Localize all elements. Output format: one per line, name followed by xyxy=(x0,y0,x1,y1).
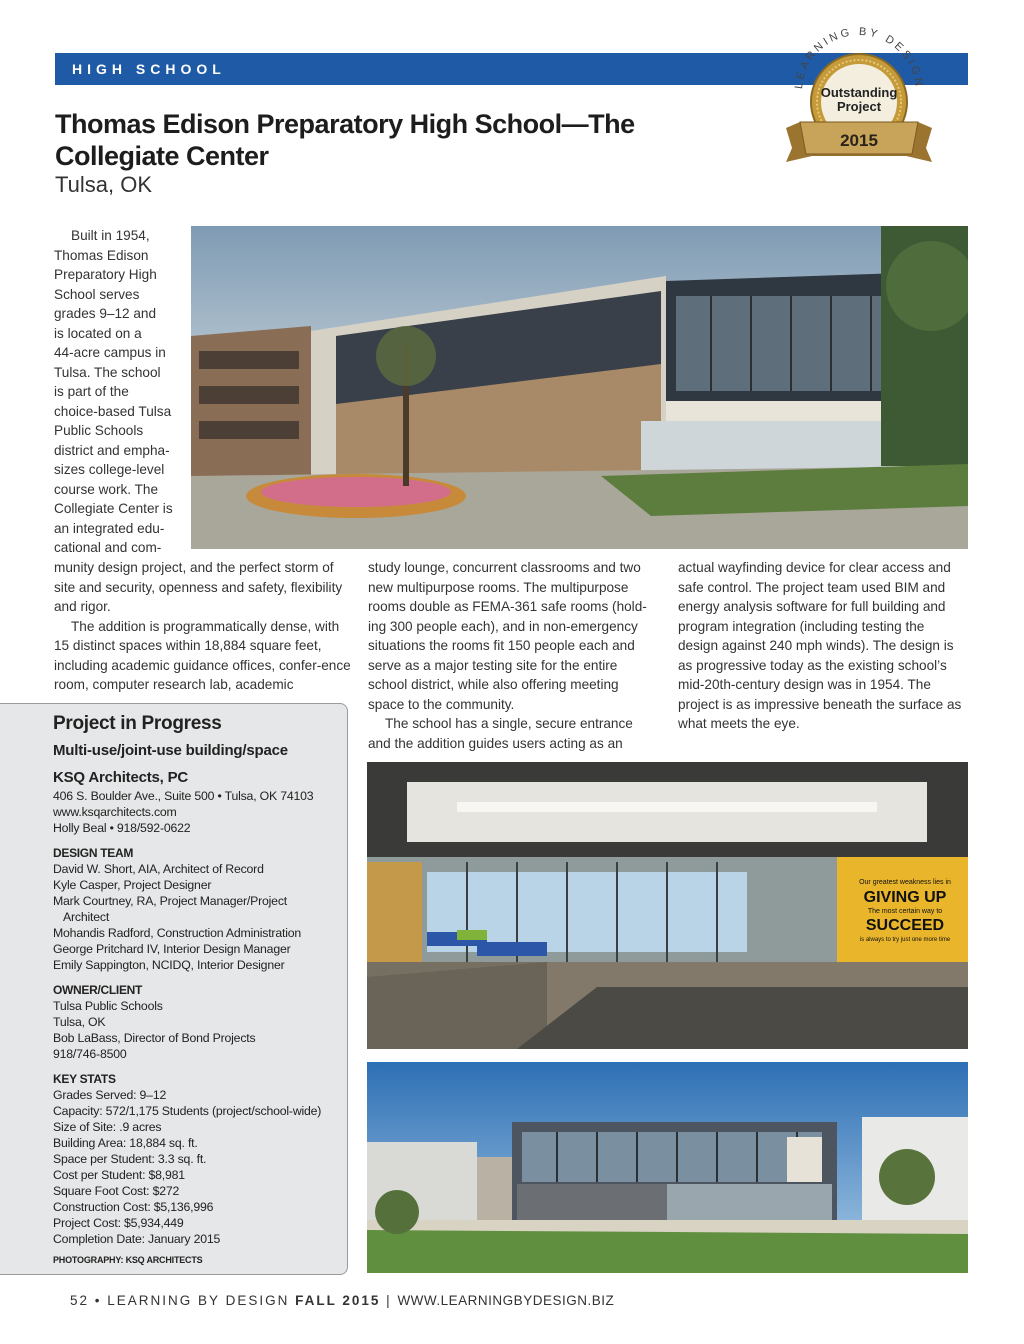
narrow-line: School serves xyxy=(54,286,140,302)
col1-paragraph-1: munity design project, and the perfect storm of site and security, openness and safety, flexibility and rigor. xyxy=(54,560,343,614)
badge-line-1: Outstanding xyxy=(820,85,898,100)
photo-credit: PHOTOGRAPHY: KSQ ARCHITECTS xyxy=(53,1255,203,1265)
narrow-line: an integrated edu- xyxy=(54,520,165,536)
pipe-separator: | xyxy=(386,1293,392,1308)
narrow-line: is located on a xyxy=(54,325,142,341)
section-label: HIGH SCHOOL xyxy=(72,61,226,77)
narrow-line: grades 9–12 and xyxy=(54,306,157,321)
sign-line: SUCCEED xyxy=(865,917,945,934)
narrow-line: Built in 1954, xyxy=(71,228,150,243)
team-member: David W. Short, AIA, Architect of Record xyxy=(53,862,264,876)
key-stats-heading: KEY STATS xyxy=(53,1072,116,1086)
narrow-line: choice-based Tulsa xyxy=(54,403,172,419)
sidebar-subtitle: Multi-use/joint-use building/space xyxy=(53,742,288,759)
col2-paragraph-1: study lounge, concurrent classrooms and two new multipurpose rooms. The multipurpose rooms double as FEMA-361 safe rooms (hold-ing 300 people each), and in non-emergency situations the rooms fit 150 people each and serve as a major testing site for the entire school district, while also offering meeting space to the community. xyxy=(368,560,647,712)
narrow-line: course work. The xyxy=(54,481,159,497)
narrow-line: district and empha- xyxy=(54,442,170,458)
narrow-line: sizes college-level xyxy=(54,462,165,477)
sign-line: Our greatest weakness lies in xyxy=(859,879,951,886)
firm-address: 406 S. Boulder Ave., Suite 500 • Tulsa, OK 74103 xyxy=(53,789,314,803)
key-stats-list xyxy=(53,1087,321,1247)
exterior-street-view-photo xyxy=(367,1062,968,1273)
narrow-line: Preparatory High xyxy=(54,267,157,282)
narrow-line: Thomas Edison xyxy=(54,247,149,263)
firm-contact: Holly Beal • 918/592-0622 xyxy=(53,821,191,835)
design-team-heading: DESIGN TEAM xyxy=(53,846,134,860)
narrow-line: 44-acre campus in xyxy=(54,345,166,360)
team-member: Mark Courtney, RA, Project Manager/Project xyxy=(53,894,287,908)
owner-line: Tulsa, OK xyxy=(53,1015,106,1029)
firm-website[interactable]: www.ksqarchitects.com xyxy=(53,805,177,819)
stat-line: Grades Served: 9–12 xyxy=(53,1088,167,1102)
team-member: George Pritchard IV, Interior Design Manager xyxy=(53,942,291,956)
narrow-line: cational and com- xyxy=(54,540,162,555)
footer-url[interactable]: WWW.LEARNINGBYDESIGN.BIZ xyxy=(397,1293,615,1308)
sidebar-title: Project in Progress xyxy=(53,713,222,734)
sign-line: The most certain way to xyxy=(867,908,943,915)
team-member: Architect xyxy=(63,910,110,924)
stat-line: Construction Cost: $5,136,996 xyxy=(53,1200,214,1214)
sidebar-firm-name: KSQ Architects, PC xyxy=(53,769,189,786)
interior-rendering-photo xyxy=(367,762,968,1049)
stat-line: Project Cost: $5,934,449 xyxy=(53,1216,184,1230)
article-location: Tulsa, OK xyxy=(55,172,152,197)
owner-line: 918/746-8500 xyxy=(53,1047,127,1061)
narrow-line: Collegiate Center is xyxy=(54,501,173,516)
article-title: Thomas Edison Preparatory High School—The Collegiate Center xyxy=(55,109,635,171)
column-3-text xyxy=(678,558,968,734)
issue-label: FALL 2015 xyxy=(295,1293,381,1308)
firm-details xyxy=(53,788,313,836)
award-badge xyxy=(786,22,932,172)
column-2-text xyxy=(368,558,658,753)
team-member: Mohandis Radford, Construction Administration xyxy=(53,926,301,940)
sign-line: GIVING UP xyxy=(863,889,947,906)
exterior-rendering-photo xyxy=(191,226,968,549)
publication-name: LEARNING BY DESIGN xyxy=(107,1293,290,1308)
stat-line: Building Area: 18,884 sq. ft. xyxy=(53,1136,198,1150)
owner-list xyxy=(53,998,255,1062)
owner-line: Bob LaBass, Director of Bond Projects xyxy=(53,1031,256,1045)
bullet-separator: • xyxy=(94,1293,108,1308)
owner-line: Tulsa Public Schools xyxy=(53,999,163,1013)
col1-paragraph-2: The addition is programmatically dense, with 15 distinct spaces within 18,884 square feet, including academic guidance offices, confer-ence room, computer research lab, academic xyxy=(54,618,351,692)
badge-year: 2015 xyxy=(840,131,878,150)
stat-line: Space per Student: 3.3 sq. ft. xyxy=(53,1152,207,1166)
sign-line: is always to try just one more time xyxy=(859,937,951,943)
page-footer xyxy=(70,1293,614,1308)
col2-paragraph-2: The school has a single, secure entrance and the addition guides users acting as an xyxy=(368,716,633,751)
stat-line: Cost per Student: $8,981 xyxy=(53,1168,185,1182)
stat-line: Size of Site: .9 acres xyxy=(53,1120,162,1134)
design-team-list xyxy=(53,861,301,973)
owner-heading: OWNER/CLIENT xyxy=(53,983,143,997)
team-member: Kyle Casper, Project Designer xyxy=(53,878,212,892)
badge-arc-text: LEARNING BY DESIGN xyxy=(792,25,926,90)
narrow-intro-column xyxy=(54,226,179,558)
page-number: 52 xyxy=(70,1293,90,1308)
column-1-text xyxy=(54,558,354,695)
narrow-line: Tulsa. The school xyxy=(54,364,161,380)
badge-line-2: Project xyxy=(836,99,882,114)
narrow-line: Public Schools xyxy=(54,423,144,438)
team-member: Emily Sappington, NCIDQ, Interior Designer xyxy=(53,958,285,972)
stat-line: Capacity: 572/1,175 Students (project/school-wide) xyxy=(53,1104,322,1118)
col3-paragraph-1: actual wayfinding device for clear access and safe control. The project team used BIM and energy analysis software for full building and program integration (including testing the design against 240 mph winds). The design is as progressive today as the existing school’s mid-20th-century design was in 1954. The project is as impressive beneath the surface as what meets the eye. xyxy=(678,560,962,731)
stat-line: Completion Date: January 2015 xyxy=(53,1232,221,1246)
narrow-line: is part of the xyxy=(54,384,129,399)
stat-line: Square Foot Cost: $272 xyxy=(53,1184,180,1198)
